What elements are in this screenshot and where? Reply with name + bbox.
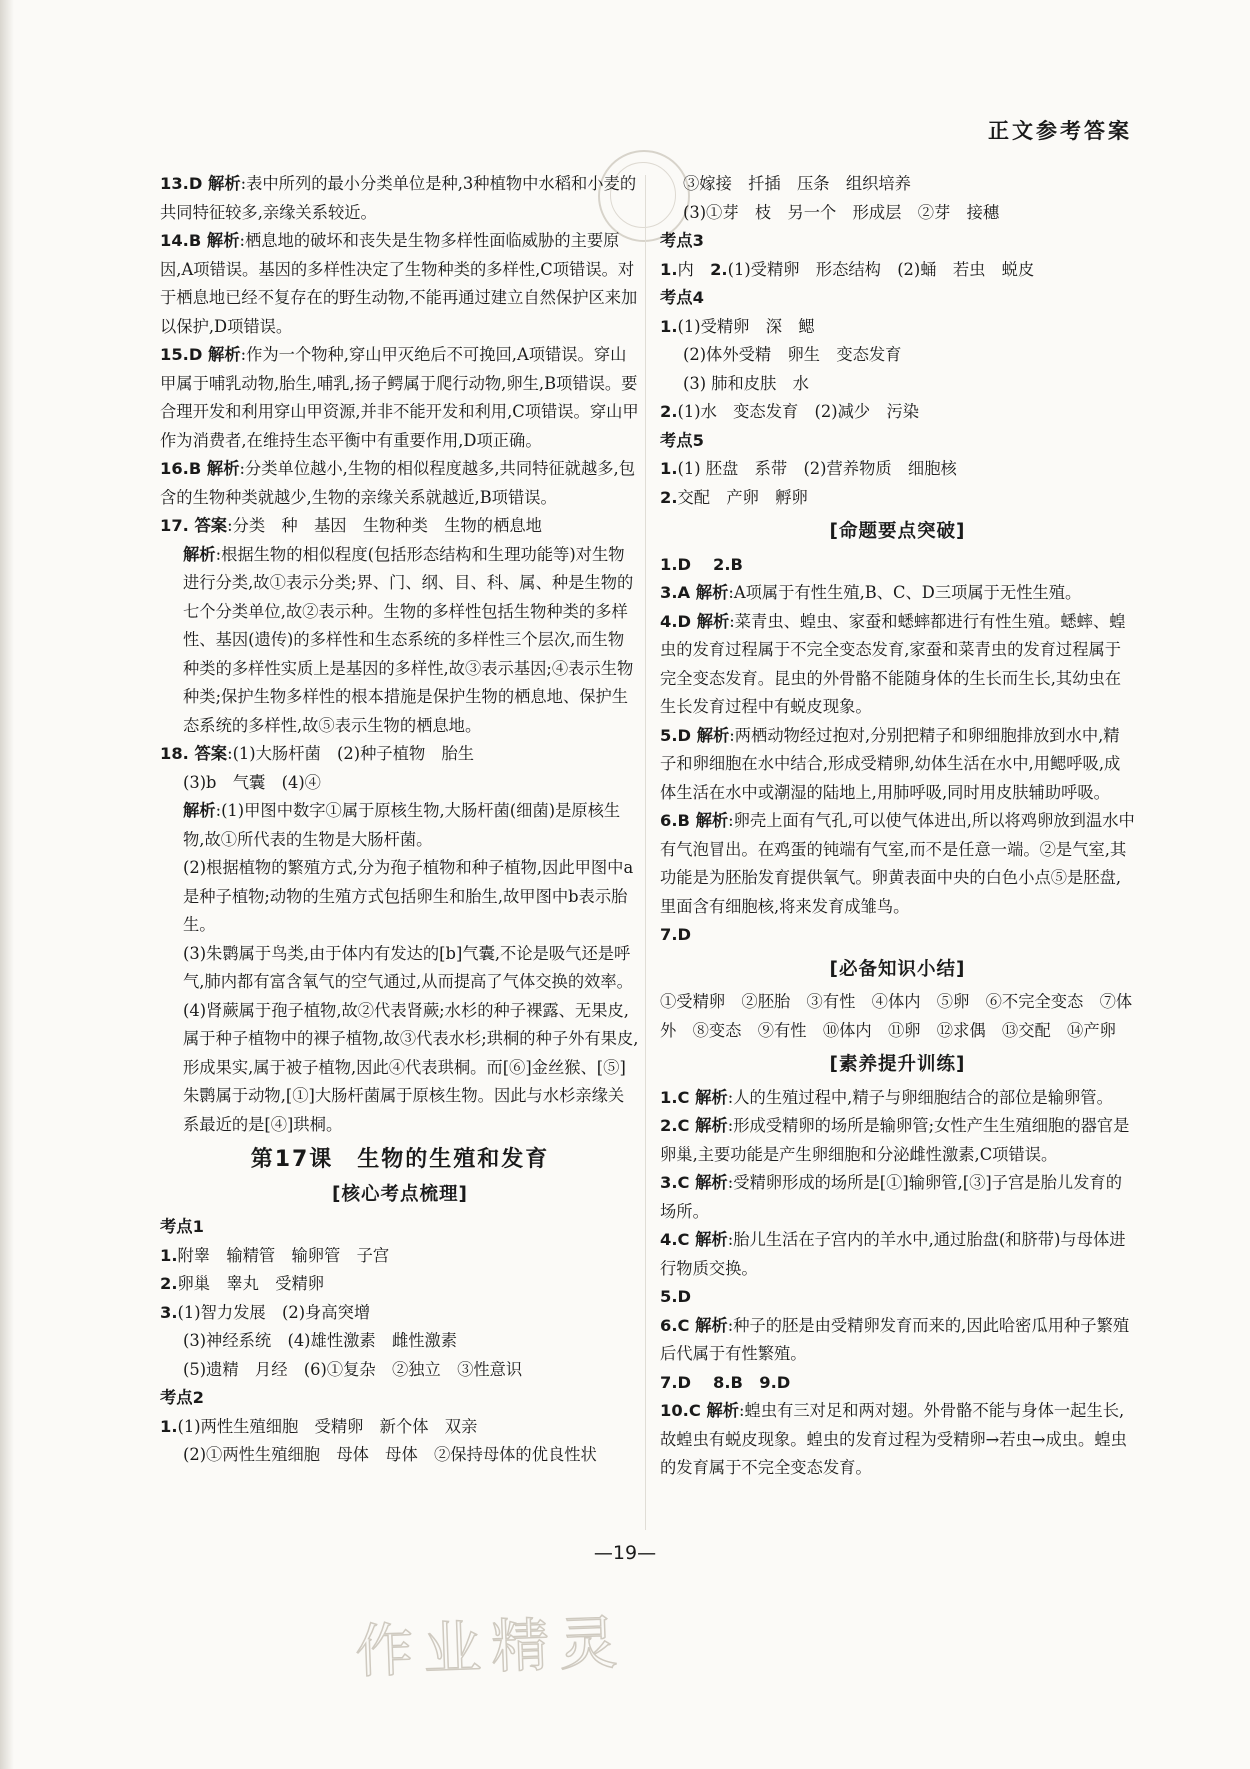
- answer-item: [660, 722, 1135, 808]
- answer-item: [160, 541, 640, 741]
- item-text: :(1)甲图中数字①属于原核生物,大肠杆菌(细菌)是原核生物,故①所代表的生物是大肠杆菌。: [183, 801, 621, 849]
- answer-item: [660, 1084, 1135, 1113]
- kaodian-line: [160, 1270, 640, 1299]
- item-number: 14.B: [160, 231, 207, 250]
- kaodian-line: [160, 1242, 640, 1271]
- item-number: 7.D: [660, 925, 692, 944]
- item-number: 4.C: [660, 1230, 696, 1249]
- item-keyword: 解析: [208, 174, 241, 193]
- item-text: :卵壳上面有气孔,可以使气体进出,所以将鸡卵放到温水中有气泡冒出。在鸡蛋的钝端有气室,而不是任意一端。②是气室,其功能是为胚胎发育提供氧气。卵黄表面中央的白色小点⑤是胚盘,里面含有细胞核,将来发育成雏鸟。: [660, 811, 1135, 916]
- kaodian-5-list: [660, 455, 1135, 512]
- item-keyword: 解析: [695, 1315, 728, 1335]
- item-keyword: 解析: [695, 583, 729, 602]
- item-keyword: 解析: [696, 611, 730, 631]
- answer-item: [660, 1312, 1135, 1369]
- item-text: :两栖动物经过抱对,分别把精子和卵细胞排放到水中,精子和卵细胞在水中结合,形成受精卵,幼体生活在水中,用鳃呼吸,成体生活在水中或潮湿的陆地上,用肺呼吸,同时用皮肤辅助呼吸。: [660, 725, 1121, 802]
- item-number: 9.D: [759, 1372, 791, 1392]
- item-number: 6.B: [660, 811, 696, 830]
- item-text: (3)神经系统 (4)雄性激素 雌性激素: [183, 1331, 458, 1350]
- item-text: [697, 1373, 713, 1392]
- item-text: 内: [677, 259, 711, 279]
- answer-item: [660, 1397, 1135, 1483]
- item-number: 13.D: [160, 174, 209, 193]
- item-text: (4)肾蕨属于孢子植物,故②代表肾蕨;水杉的种子裸露、无果皮,属于种子植物中的裸子植物,故③代表水杉;珙桐的种子外有果皮,形成果实,属于被子植物,因此④代表珙桐。而[⑥]金丝猴、[⑤]朱鹮属于动物,[①]大肠杆菌属于原核生物。因此与水杉亲缘关系最近的是[④]珙桐。: [183, 1000, 639, 1134]
- item-text: :人的生殖过程中,精子与卵细胞结合的部位是输卵管。: [727, 1087, 1113, 1107]
- item-number: 1.: [660, 259, 678, 279]
- item-text: :作为一个物种,穿山甲灭绝后不可挽回,A项错误。穿山甲属于哺乳动物,胎生,哺乳,扬子鳄属于爬行动物,卵生,B项错误。要合理开发和利用穿山甲资源,并非不能开发和利用,C项错误。穿山甲作为消费者,在维持生态平衡中有重要作用,D项正确。: [160, 345, 639, 450]
- item-text: :栖息地的破坏和丧失是生物多样性面临威胁的主要原因,A项错误。基因的多样性决定了生物种类的多样性,C项错误。对于栖息地已经不复存在的野生动物,不能再通过建立自然保护区来加以保护,D项错误。: [160, 231, 638, 336]
- kaodian-2-continued: [660, 170, 1135, 227]
- item-text: (1)两性生殖细胞 受精卵 新个体 双亲: [177, 1416, 478, 1436]
- item-text: (1)受精卵 深 鳃: [677, 316, 815, 336]
- answer-item: [660, 1369, 1135, 1398]
- bibei-summary: ①受精卵 ②胚胎 ③有性 ④体内 ⑤卵 ⑥不完全变态 ⑦体外 ⑧变态 ⑨有性 ⑩体内 ⑪卵 ⑫求偶 ⑬交配 ⑭产卵: [660, 992, 1133, 1040]
- item-text: (3)b 气囊 (4)④: [183, 772, 321, 792]
- kaodian-line: [160, 1299, 640, 1328]
- item-text: :受精卵形成的场所是[①]输卵管,[③]子宫是胎儿发育的场所。: [660, 1173, 1122, 1221]
- item-text: :A项属于有性生殖,B、C、D三项属于无性生殖。: [728, 583, 1082, 602]
- item-keyword: 答案: [194, 516, 228, 535]
- item-number: 17.: [160, 516, 195, 535]
- item-text: :蝗虫有三对足和两对翅。外骨骼不能与身体一起生长,故蝗虫有蜕皮现象。蝗虫的发育过程为受精卵→若虫→成虫。蝗虫的发育属于不完全变态发育。: [660, 1401, 1127, 1477]
- item-keyword: 解析: [695, 811, 729, 830]
- answer-item: [160, 797, 640, 854]
- item-text: (1)智力发展 (2)身高突增: [177, 1302, 371, 1322]
- item-text: (3) 肺和皮肤 水: [683, 373, 809, 393]
- right-column: [660, 170, 1135, 1483]
- item-keyword: 解析: [206, 231, 240, 250]
- item-keyword: 解析: [183, 801, 216, 820]
- answer-item: [660, 608, 1135, 722]
- item-number: 2.C: [660, 1116, 696, 1135]
- item-keyword: 解析: [183, 544, 216, 564]
- kaodian-2-list: [160, 1413, 640, 1470]
- item-number: 16.B: [160, 459, 207, 478]
- item-number: 2.: [660, 402, 678, 421]
- kaodian-4-label: 考点4: [660, 288, 704, 307]
- item-text: :(1)大肠杆菌 (2)种子植物 胎生: [227, 744, 475, 763]
- item-keyword: 答案: [194, 744, 228, 763]
- answer-item: [160, 170, 640, 227]
- item-number: 8.B: [713, 1372, 743, 1392]
- item-text: 交配 产卵 孵卵: [677, 487, 808, 507]
- left-column: [160, 170, 640, 1470]
- item-number: 1.: [660, 459, 678, 478]
- kaodian-line: [660, 484, 1135, 513]
- answer-item: [160, 455, 640, 512]
- item-keyword: 解析: [695, 1087, 728, 1107]
- mingti-heading: [命题要点突破]: [829, 521, 966, 542]
- item-keyword: 解析: [208, 345, 241, 364]
- kaodian-line: [660, 313, 1135, 342]
- item-number: 2.: [160, 1274, 178, 1293]
- page-number: —19—: [593, 1542, 657, 1564]
- kaodian-5-label: 考点5: [660, 430, 704, 450]
- item-text: (2)根据植物的繁殖方式,分为孢子植物和种子植物,因此甲图中a是种子植物;动物的生殖方式包括卵生和胎生,故甲图中b表示胎生。: [183, 858, 634, 934]
- item-number: 15.D: [160, 345, 209, 364]
- answer-item: [160, 740, 640, 769]
- page-number-value: 19: [612, 1542, 638, 1564]
- answer-item: [660, 579, 1135, 608]
- item-text: (2)体外受精 卵生 变态发育: [683, 345, 902, 364]
- item-number: 4.D: [660, 611, 697, 631]
- item-keyword: 解析: [695, 1173, 728, 1192]
- suyang-list: [660, 1084, 1135, 1483]
- answer-item: [160, 227, 640, 341]
- answer-item: [160, 997, 640, 1140]
- item-number: 3.A: [660, 583, 696, 602]
- kaodian-line: [660, 341, 1135, 370]
- item-number: 1.: [160, 1416, 178, 1436]
- item-keyword: 解析: [696, 725, 730, 745]
- item-number: 2.: [710, 259, 728, 279]
- item-text: (1)水 变态发育 (2)减少 污染: [677, 402, 920, 421]
- item-text: [697, 555, 713, 574]
- answer-item: [660, 1226, 1135, 1283]
- item-number: 1.D: [660, 554, 697, 574]
- scan-edge: [0, 0, 14, 1769]
- item-text: ③嫁接 扦插 压条 组织培养: [683, 174, 911, 193]
- item-number: 1.C: [660, 1087, 696, 1107]
- answer-item: [160, 769, 640, 798]
- kaodian-2-label: 考点2: [160, 1388, 204, 1407]
- watermark-logo: 作业精灵: [354, 1608, 629, 1686]
- item-number: 2.B: [713, 554, 743, 574]
- item-text: 附睾 输精管 输卵管 子宫: [177, 1245, 390, 1265]
- kaodian-line: [660, 370, 1135, 399]
- core-heading: [核心考点梳理]: [332, 1183, 468, 1205]
- item-keyword: 解析: [695, 1116, 728, 1135]
- answer-item: [160, 512, 640, 541]
- kaodian-line: [660, 256, 1135, 285]
- lesson-title: 第17课 生物的生殖和发育: [250, 1147, 550, 1172]
- mingti-list: [660, 551, 1135, 950]
- answer-item: [660, 807, 1135, 921]
- answer-item: [160, 341, 640, 455]
- item-text: :菜青虫、蝗虫、家蚕和蟋蟀都进行有性生殖。蟋蟀、蝗虫的发育过程属于不完全变态发育,家蚕和菜青虫的发育过程属于完全变态发育。昆虫的外骨骼不能随身体的生长而生长,其幼虫在生长发育过程中有蜕皮现象。: [660, 611, 1126, 716]
- item-text: :分类 种 基因 生物种类 生物的栖息地: [227, 516, 542, 535]
- item-number: 3.C: [660, 1173, 696, 1192]
- item-text: (1) 胚盘 系带 (2)营养物质 细胞核: [677, 459, 957, 478]
- item-text: (3)①芽 枝 另一个 形成层 ②芽 接穗: [683, 202, 1000, 222]
- kaodian-line: [660, 170, 1135, 199]
- answer-item: [660, 1112, 1135, 1169]
- item-text: 卵巢 睾丸 受精卵: [177, 1274, 325, 1293]
- item-text: :形成受精卵的场所是输卵管;女性产生生殖细胞的器官是卵巢,主要功能是产生卵细胞和分泌雌性激素,C项错误。: [660, 1116, 1130, 1164]
- item-number: 18.: [160, 744, 195, 763]
- item-number: 5.D: [660, 1287, 692, 1306]
- item-number: 3.: [160, 1302, 178, 1322]
- item-text: (3)朱鹮属于鸟类,由于体内有发达的[b]气囊,不论是吸气还是呼气,肺内都有富含氧气的空气通过,从而提高了气体交换的效率。: [183, 943, 633, 991]
- left-answer-list: [160, 170, 640, 1139]
- item-text: :表中所列的最小分类单位是种,3种植物中水稻和小麦的共同特征较多,亲缘关系较近。: [160, 174, 637, 222]
- kaodian-line: [160, 1441, 640, 1470]
- answer-item: [660, 1169, 1135, 1226]
- answer-item: [160, 854, 640, 940]
- item-text: (1)受精卵 形态结构 (2)蛹 若虫 蜕皮: [727, 259, 1035, 279]
- kaodian-line: [660, 199, 1135, 228]
- answer-item: [660, 551, 1135, 580]
- item-text: :种子的胚是由受精卵发育而来的,因此哈密瓜用种子繁殖后代属于有性繁殖。: [660, 1315, 1130, 1363]
- bibei-heading: [必备知识小结]: [829, 958, 966, 980]
- kaodian-line: [160, 1413, 640, 1442]
- kaodian-1-list: [160, 1242, 640, 1385]
- item-number: 1.: [160, 1245, 178, 1265]
- item-number: 6.C: [660, 1315, 696, 1335]
- item-text: [743, 1373, 759, 1392]
- item-text: (2)①两性生殖细胞 母体 母体 ②保持母体的优良性状: [183, 1445, 597, 1464]
- answer-item: [160, 940, 640, 997]
- answer-item: [660, 921, 1135, 950]
- kaodian-3-label: 考点3: [660, 231, 704, 250]
- item-text: :分类单位越小,生物的相似程度越多,共同特征就越多,包含的生物种类就越少,生物的亲缘关系就越近,B项错误。: [160, 459, 635, 507]
- item-keyword: 解析: [706, 1401, 740, 1420]
- kaodian-line: [660, 455, 1135, 484]
- kaodian-line: [160, 1327, 640, 1356]
- item-text: :胎儿生活在子宫内的羊水中,通过胎盘(和脐带)与母体进行物质交换。: [660, 1230, 1126, 1278]
- item-number: 5.D: [660, 725, 697, 745]
- kaodian-3-list: [660, 256, 1135, 285]
- item-number: 7.D: [660, 1372, 697, 1392]
- item-keyword: 解析: [206, 459, 240, 478]
- kaodian-4-list: [660, 313, 1135, 427]
- item-text: (5)遗精 月经 (6)①复杂 ②独立 ③性意识: [183, 1359, 523, 1379]
- item-number: 10.C: [660, 1401, 707, 1420]
- kaodian-line: [160, 1356, 640, 1385]
- kaodian-line: [660, 398, 1135, 427]
- item-keyword: 解析: [695, 1230, 728, 1249]
- item-number: 2.: [660, 487, 678, 507]
- column-divider: [645, 175, 646, 1530]
- kaodian-1-label: 考点1: [160, 1217, 204, 1236]
- item-text: :根据生物的相似程度(包括形态结构和生理功能等)对生物进行分类,故①表示分类;界、门、纲、目、科、属、种是生物的七个分类单位,故②表示种。生物的多样性包括生物种类的多样性、基因(遗传)的多样性和生态系统的多样性三个层次,而生物种类的多样性实质上是基因的多样性,故③表示基因;④表示生物种类;保护生物多样性的根本措施是保护生物的栖息地、保护生态系统的多样性,故⑤表示生物的栖息地。: [183, 544, 634, 735]
- page-header-title: 正文参考答案: [988, 119, 1132, 143]
- suyang-heading: [素养提升训练]: [829, 1054, 966, 1075]
- item-number: 1.: [660, 316, 678, 336]
- answer-item: [660, 1283, 1135, 1312]
